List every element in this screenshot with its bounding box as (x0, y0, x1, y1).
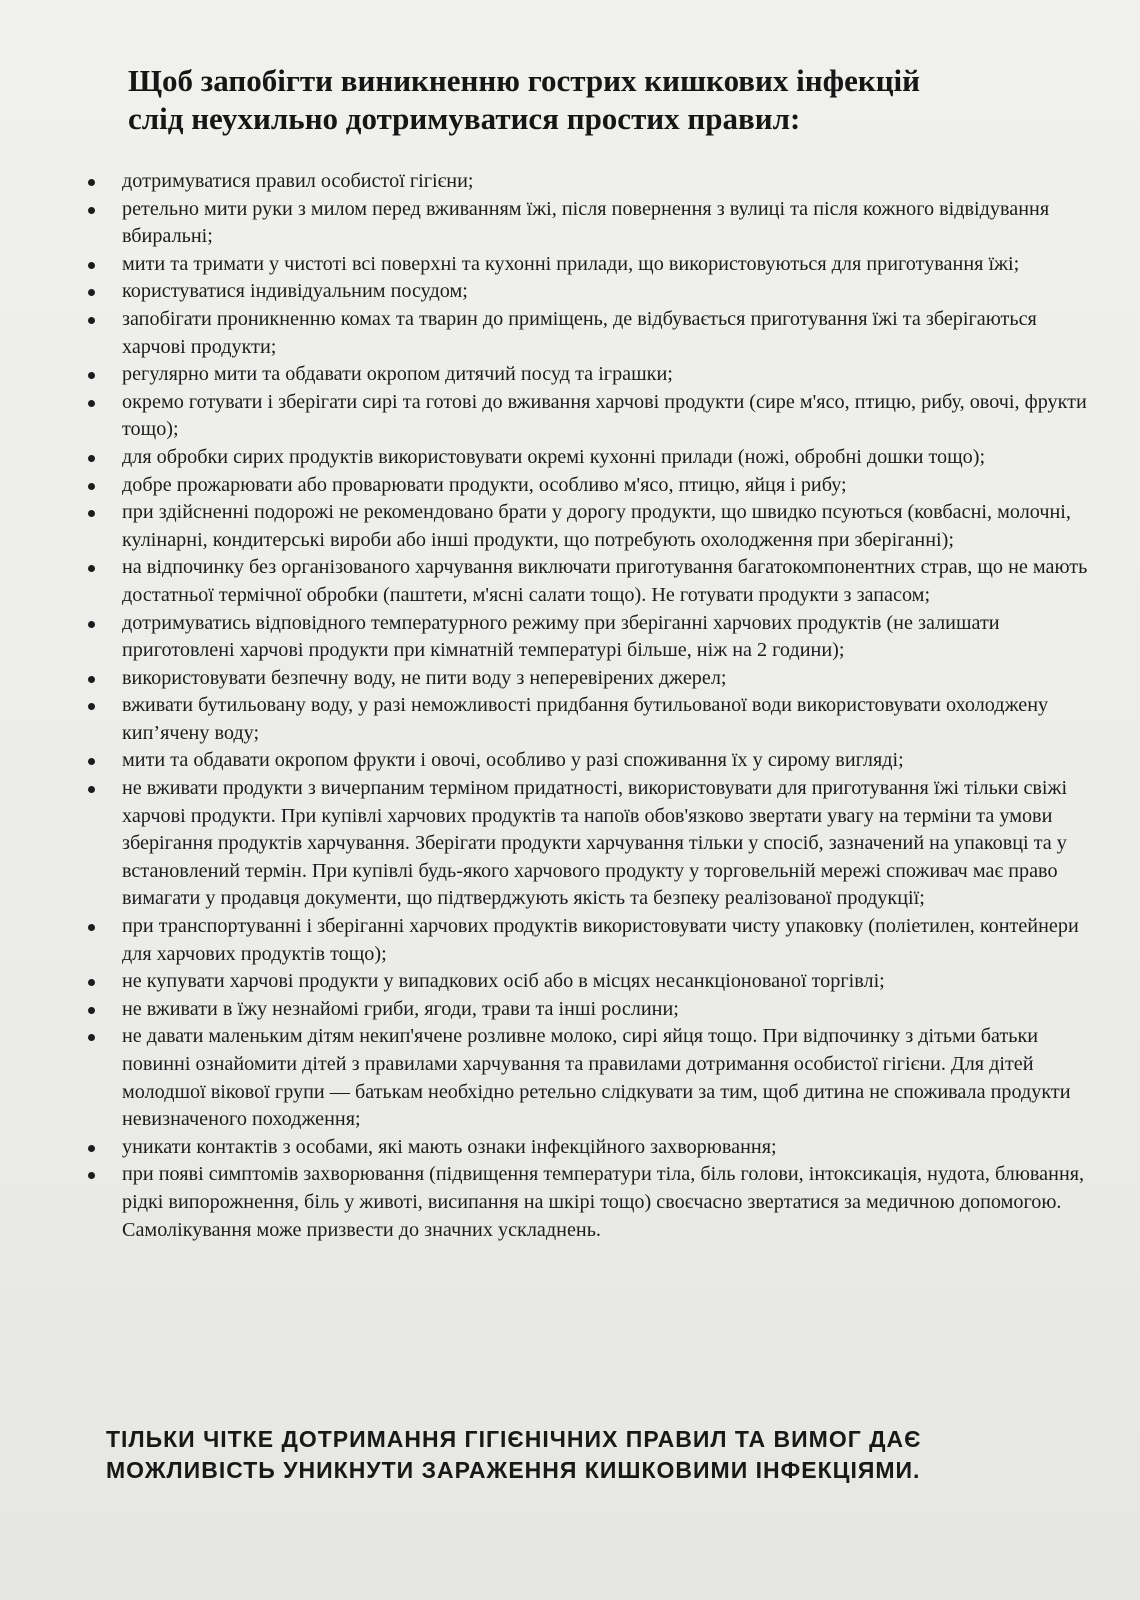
bullet-icon (88, 1145, 95, 1152)
bullet-icon (88, 786, 95, 793)
page-title-line-1: Щоб запобігти виникненню гострих кишкових інфекцій (128, 63, 921, 98)
rule-item (88, 692, 1088, 747)
rule-text: дотримуватися правил особистої гігієни; (122, 170, 474, 192)
bullet-icon (88, 207, 95, 214)
rule-item (88, 996, 1088, 1024)
rule-item (88, 499, 1088, 554)
rule-text: ретельно мити руки з милом перед вживанням їжі, після повернення з вулиці та після кожного відвідування вбиральні; (122, 197, 1050, 248)
rule-text: при появі симптомів захворювання (підвищення температури тіла, біль голови, інтоксикація, нудота, блювання, рідкі випорожнення, біль у животі, висипання на шкірі тощо) своєчасно звертатися за медичною допомогою. Самолікування може призвести до значних ускладнень. (122, 1163, 1085, 1241)
rule-text: вживати бутильовану воду, у разі неможливості придбання бутильованої води використовувати охолоджену кип’ячену воду; (122, 694, 1049, 744)
page-title-line-2: слід неухильно дотримуватися простих правил: (128, 101, 801, 136)
rule-item (88, 554, 1088, 609)
rule-text: добре прожарювати або проварювати продукти, особливо м'ясо, птицю, яйця і рибу; (122, 473, 847, 496)
bullet-icon (88, 400, 95, 407)
bullet-icon (88, 455, 95, 462)
bullet-icon (88, 924, 95, 931)
rule-item (88, 196, 1088, 251)
bullet-icon (88, 1034, 95, 1041)
rule-text: при здійсненні подорожі не рекомендовано брати у дорогу продукти, що швидко псуються (ковбасні, молочні, кулінарні, кондитерські вироби або інші продукти, що потребують охолодження при зберіганні); (122, 501, 1071, 551)
rule-text: запобігати проникненню комах та тварин до приміщень, де відбувається приготування їжі та зберігаються харчові продукти; (122, 307, 1037, 358)
rule-text: не давати маленьким дітям некип'ячене розливне молоко, сирі яйця тощо. При відпочинку з дітьми батьки повинні ознайомити дітей з правилами харчування та правилами дотримання особистої гігієни. Для дітей молодшої вікової групи — батькам необхідно ретельно слідкувати за тим, щоб дитина не споживала продукти невизначеного походження; (122, 1025, 1071, 1131)
bullet-icon (88, 372, 95, 379)
rule-item (88, 913, 1088, 968)
rule-text: уникати контактів з особами, які мають ознаки інфекційного захворювання; (122, 1135, 777, 1158)
rule-item (88, 472, 1088, 500)
rule-text: для обробки сирих продуктів використовувати окремі кухонні прилади (ножі, обробні дошки тощо); (122, 445, 986, 468)
rule-text: на відпочинку без організованого харчування виключати приготування багатокомпонентних страв, що не мають достатньої термічної обробки (паштети, м'ясні салати тощо). Не готувати продукти з запасом; (122, 556, 1088, 606)
bullet-icon (88, 758, 95, 765)
rule-text: окремо готувати і зберігати сирі та готові до вживання харчові продукти (сире м'ясо, птицю, рибу, овочі, фрукти тощо); (122, 390, 1087, 441)
rule-item (88, 444, 1088, 472)
rule-item (88, 1134, 1088, 1162)
rule-item (88, 665, 1088, 693)
rule-item (88, 278, 1088, 306)
bullet-icon (88, 979, 95, 986)
conclusion-line-1: ТІЛЬКИ ЧІТКЕ ДОТРИМАННЯ ГІГІЄНІЧНИХ ПРАВИЛ ТА ВИМОГ ДАЄ (106, 1426, 922, 1452)
bullet-icon (88, 179, 95, 186)
rule-text: не вживати продукти з вичерпаним терміном придатності, використовувати для приготування їжі тільки свіжі харчові продукти. При купівлі харчових продуктів та напоїв обов'язково звертати увагу на терміни та умови зберігання продуктів харчування. Зберігати продукти харчування тільки у спосіб, зазначений на упаковці та у встановлений термін. При купівлі будь-якого харчового продукту у торговельній мережі споживач має право вимагати у продавця документи, що підтверджують якість та безпеку реалізованої продукції; (122, 777, 1068, 910)
bullet-icon (88, 703, 95, 710)
bullet-icon (88, 289, 95, 296)
conclusion-line-2: МОЖЛИВІСТЬ УНИКНУТИ ЗАРАЖЕННЯ КИШКОВИМИ ІНФЕКЦІЯМИ. (106, 1457, 921, 1483)
rule-text: не купувати харчові продукти у випадкових осіб або в місцях несанкціонованої торгівлі; (122, 970, 885, 993)
rule-item (88, 747, 1088, 775)
rule-text: користуватися індивідуальним посудом; (122, 280, 468, 303)
rule-text: не вживати в їжу незнайомі гриби, ягоди, трави та інші рослини; (122, 997, 679, 1020)
bullet-icon (88, 510, 95, 517)
page-title (128, 62, 1088, 138)
rule-text: мити та тримати у чистоті всі поверхні та кухонні прилади, що використовуються для приготування їжі; (122, 252, 1020, 275)
rule-item (88, 168, 1088, 196)
rule-text: використовувати безпечну воду, не пити воду з неперевірених джерел; (122, 666, 727, 689)
rule-item (88, 306, 1088, 361)
rule-text: мити та обдавати окропом фрукти і овочі, особливо у разі споживання їх у сирому вигляді; (122, 749, 904, 772)
bullet-icon (88, 262, 95, 269)
bullet-icon (88, 565, 95, 572)
rule-item (88, 1161, 1088, 1244)
bullet-icon (88, 1172, 95, 1179)
rule-item (88, 1023, 1088, 1133)
rule-item (88, 251, 1088, 279)
bullet-icon (88, 676, 95, 683)
bullet-icon (88, 483, 95, 490)
rule-item (88, 610, 1088, 665)
bullet-icon (88, 1007, 95, 1014)
rule-item (88, 361, 1088, 389)
rules-list (88, 168, 1088, 1244)
rule-item (88, 775, 1088, 913)
bullet-icon (88, 621, 95, 628)
rule-item (88, 968, 1088, 996)
rule-item (88, 389, 1088, 444)
rule-text: дотримуватись відповідного температурного режиму при зберіганні харчових продуктів (не залишати приготовлені харчові продукти при кімнатній температурі більше, ніж на 2 години); (122, 611, 1000, 662)
bullet-icon (88, 317, 95, 324)
rule-text: регулярно мити та обдавати окропом дитячий посуд та іграшки; (122, 363, 673, 386)
rule-text: при транспортуванні і зберіганні харчових продуктів використовувати чисту упаковку (поліетилен, контейнери для харчових продуктів тощо); (122, 915, 1079, 965)
conclusion (106, 1424, 1066, 1486)
